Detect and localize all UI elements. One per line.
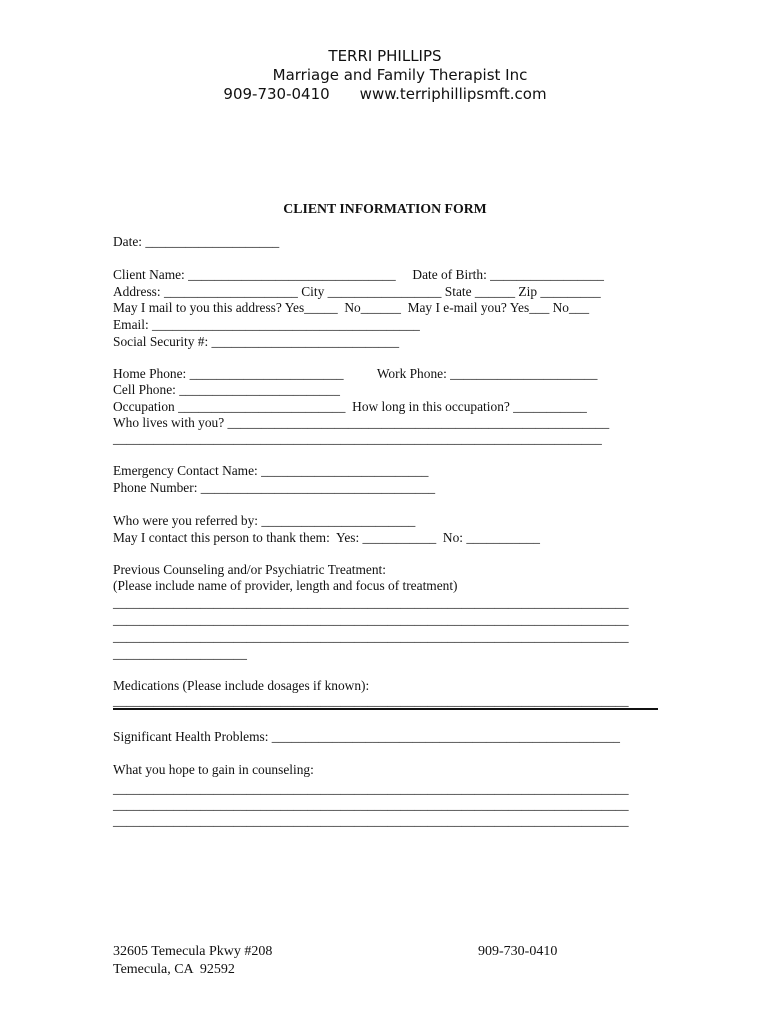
previous-counseling-line[interactable]: _____________________________________________________________________________ xyxy=(113,612,629,627)
cell-phone-field[interactable]: Cell Phone: ________________________ xyxy=(113,382,340,397)
previous-counseling-line[interactable]: _____________________________________________________________________________ xyxy=(113,595,629,610)
previous-counseling-instructions: (Please include name of provider, length and focus of treatment) xyxy=(113,578,458,593)
emergency-contact-field[interactable]: Emergency Contact Name: _________________________ xyxy=(113,463,429,478)
email-field[interactable]: Email: ________________________________________ xyxy=(113,317,420,332)
medications-line[interactable]: _____________________________________________________________________________ xyxy=(113,693,629,708)
contact-line xyxy=(0,85,770,104)
practitioner-name: TERRI PHILLIPS xyxy=(328,47,442,65)
health-problems-field[interactable]: Significant Health Problems: ____________________________________________________ xyxy=(113,729,620,744)
date-field[interactable]: Date: ____________________ xyxy=(113,234,280,249)
counseling-goals-line[interactable]: _____________________________________________________________________________ xyxy=(113,813,629,828)
previous-counseling-label: Previous Counseling and/or Psychiatric Treatment: xyxy=(113,562,386,577)
counseling-goals-label: What you hope to gain in counseling: xyxy=(113,762,314,777)
contact-referrer-field[interactable]: May I contact this person to thank them: Yes: ___________ No: ___________ xyxy=(113,530,540,545)
occupation-field[interactable]: Occupation _________________________ How long in this occupation? ___________ xyxy=(113,399,587,414)
lives-with-field[interactable]: Who lives with you? _________________________________________________________ xyxy=(113,415,610,430)
referred-by-field[interactable]: Who were you referred by: _______________________ xyxy=(113,513,416,528)
section-divider xyxy=(113,708,658,710)
footer-address-line1: 32605 Temecula Pkwy #208 xyxy=(113,944,273,959)
header-phone: 909-730-0410 xyxy=(223,85,330,103)
client-name-dob-field[interactable]: Client Name: _______________________________ Date of Birth: _________________ xyxy=(113,267,604,282)
previous-counseling-line[interactable]: _____________________________________________________________________________ xyxy=(113,629,629,644)
emergency-phone-field[interactable]: Phone Number: ___________________________________ xyxy=(113,480,436,495)
footer-phone: 909-730-0410 xyxy=(478,944,558,959)
counseling-goals-line[interactable]: _____________________________________________________________________________ xyxy=(113,781,629,796)
home-work-phone-field[interactable]: Home Phone: _______________________ Work Phone: ______________________ xyxy=(113,366,598,381)
address-field[interactable]: Address: ____________________ City _________________ State ______ Zip _________ xyxy=(113,284,601,299)
practice-subtitle: Marriage and Family Therapist Inc xyxy=(272,66,528,84)
previous-counseling-line[interactable]: ____________________ xyxy=(113,646,247,661)
counseling-goals-line[interactable]: _____________________________________________________________________________ xyxy=(113,797,629,812)
header-website[interactable]: www.terriphillipsmft.com xyxy=(359,85,547,103)
form-title: CLIENT INFORMATION FORM xyxy=(283,201,487,216)
ssn-field[interactable]: Social Security #: ____________________________ xyxy=(113,334,400,349)
lives-with-continuation-line[interactable]: _________________________________________________________________________ xyxy=(113,431,602,446)
footer-address-line2: Temecula, CA 92592 xyxy=(113,962,235,977)
mail-email-permission-field[interactable]: May I mail to you this address? Yes_____ No______ May I e-mail you? Yes___ No___ xyxy=(113,300,590,315)
medications-label: Medications (Please include dosages if known): xyxy=(113,678,370,693)
